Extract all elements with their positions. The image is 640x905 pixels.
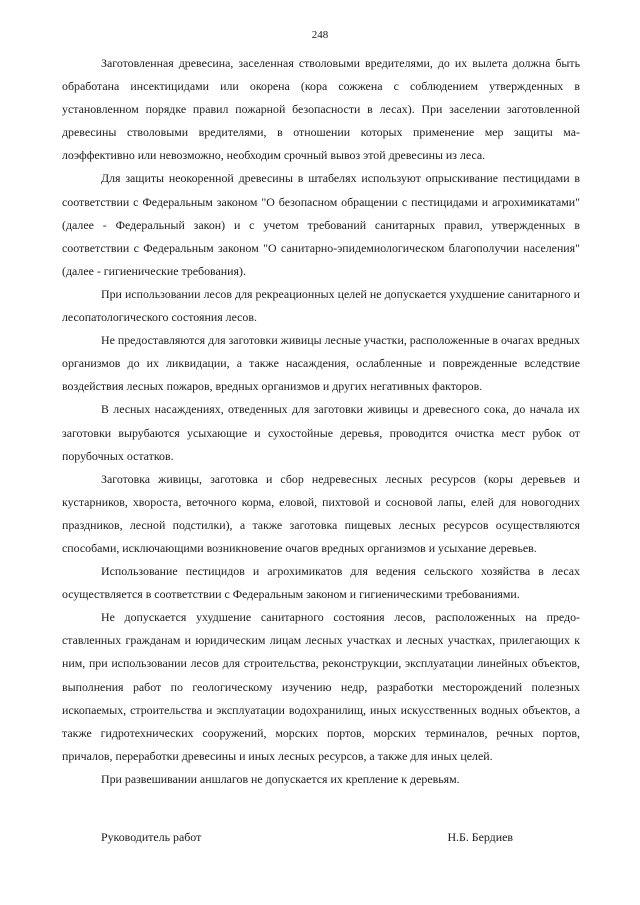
paragraph: При использовании лесов для рекреационных целей не допускается ухудшение санитарного и лесопатологического состояния лесов.: [62, 286, 580, 325]
document-body: [62, 52, 580, 791]
signature-block: [101, 830, 513, 844]
paragraph: Заготовленная древесина, заселенная стволовыми вредителями, до их вылета должна быть обработана инсектицидами или окорена (кора сожжена с соблюдением утвержденных в установленном порядке правил пожарной безопасности в лесах). При заселении заготовленной древесины стволовыми вредителями, в отношении которых применение мер защиты малоэффективно или невозможно, необходим срочный вывоз этой древесины из леса.: [62, 56, 580, 163]
signature-role: Руководитель работ: [101, 830, 202, 844]
paragraph: Заготовка живицы, заготовка и сбор недревесных лесных ресурсов (коры деревьев и кустарников, хвороста, веточного корма, еловой, пихтовой и сосновой лапы, елей для новогодних праздников, лесной подстилки), а также заготовка пищевых лесных ресурсов осуществляются способами, исключающими возникновение очагов вредных организмов и усыхание деревьев.: [62, 471, 580, 555]
paragraph: Для защиты неокоренной древесины в штабелях используют опрыскивание пестицидами в соответствии с Федеральным законом "О безопасном обращении с пестицидами и агрохимикатами" (далее - Федеральный закон) и с учетом требований санитарных правил, утвержденных в соответствии с Федеральным законом "О санитарно-эпидемиологическом благополучии населения" (далее - гигиенические требования).: [62, 171, 580, 278]
paragraph: При развешивании аншлагов не допускается их крепление к деревьям.: [101, 771, 460, 786]
page-number: 248: [311, 29, 329, 41]
paragraph: Не допускается ухудшение санитарного состояния лесов, расположенных на предоставленных гражданам и юридическим лицам лесных участках и лесных участках, прилегающих к ним, при использовании лесов для строительства, реконструкции, эксплуатации линейных объектов, выполнения работ по геологическому изучению недр, разработки месторождений полезных ископаемых, строительства и эксплуатации водохранилищ, иных искусственных водных объектов, а также гидротехнических сооружений, морских портов, морских терминалов, речных портов, причалов, переработки древесины и иных лесных ресурсов, а также для иных целей.: [62, 610, 580, 763]
paragraph: Не предоставляются для заготовки живицы лесные участки, расположенные в очагах вредных организмов до их ликвидации, а также насаждения, ослабленные и поврежденные вследствие воздействия лесных пожаров, вредных организмов и других негативных факторов.: [62, 333, 580, 394]
signature-name: Н.Б. Бердиев: [447, 830, 513, 844]
paragraph: В лесных насаждениях, отведенных для заготовки живицы и древесного сока, до начала их заготовки вырубаются усыхающие и сухостойные деревья, проводится очистка мест рубок от порубочных остатков.: [62, 402, 580, 463]
paragraph: Использование пестицидов и агрохимикатов для ведения сельского хозяйства в лесах осуществляется в соответствии с Федеральным законом и гигиеническими требованиями.: [62, 564, 580, 602]
